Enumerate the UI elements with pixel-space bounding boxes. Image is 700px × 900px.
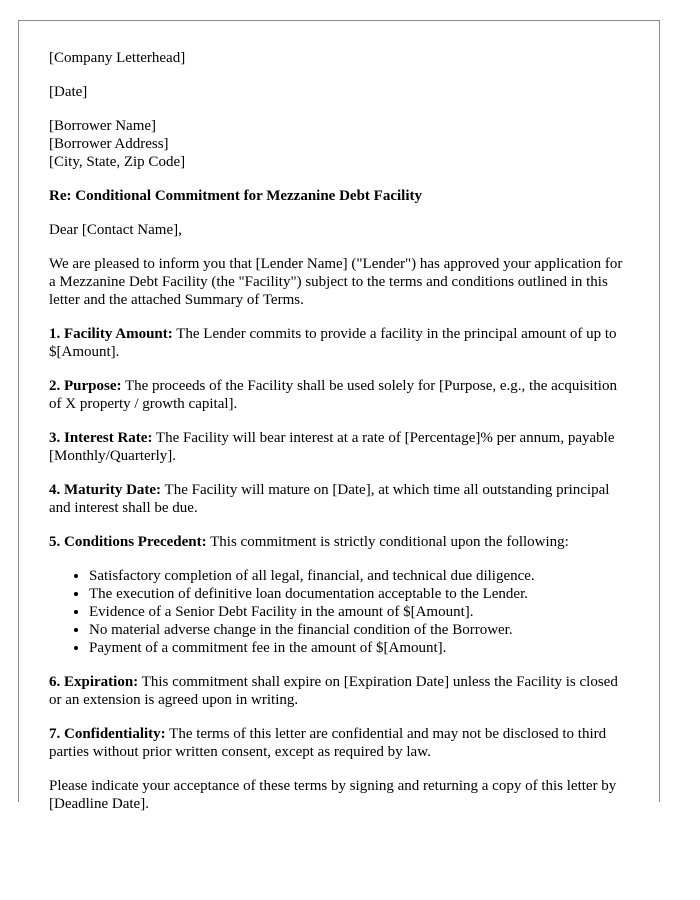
list-item: • Payment of a commitment fee in the amount of $[Amount]. bbox=[89, 639, 629, 657]
section-heading: 1. Facility Amount: bbox=[49, 326, 173, 342]
subject-line: Re: Conditional Commitment for Mezzanine Debt Facility bbox=[49, 188, 422, 204]
section-text: This commitment shall expire on [Expiration Date] unless the Facility is closed or an extension is agreed upon in writing. bbox=[49, 674, 618, 708]
list-item: • Satisfactory completion of all legal, financial, and technical due diligence. bbox=[89, 567, 629, 585]
section-text: The Facility will bear interest at a rate of [Percentage]% per annum, payable [Monthly/Quarterly]. bbox=[49, 430, 615, 464]
section-expiration bbox=[49, 673, 629, 709]
section-purpose bbox=[49, 377, 629, 413]
section-heading: 5. Conditions Precedent: bbox=[49, 534, 207, 550]
company-letterhead: [Company Letterhead] bbox=[49, 50, 186, 66]
section-heading: 7. Confidentiality: bbox=[49, 726, 166, 742]
letter-date: [Date] bbox=[49, 84, 88, 100]
section-confidentiality bbox=[49, 725, 629, 761]
section-interest-rate bbox=[49, 429, 629, 465]
list-item: • The execution of definitive loan documentation acceptable to the Lender. bbox=[89, 585, 629, 603]
section-conditions-precedent bbox=[49, 533, 629, 551]
section-facility-amount bbox=[49, 325, 629, 361]
borrower-city-state-zip: [City, State, Zip Code] bbox=[49, 154, 186, 170]
borrower-address-block bbox=[49, 117, 629, 171]
section-text: The Facility will mature on [Date], at which time all outstanding principal and interest shall be due. bbox=[49, 482, 610, 516]
section-text: This commitment is strictly conditional upon the following: bbox=[206, 534, 569, 550]
closing-paragraph: Please indicate your acceptance of these terms by signing and returning a copy of this letter by [Deadline Date]. bbox=[49, 778, 617, 812]
section-heading: 2. Purpose: bbox=[49, 378, 122, 394]
letter-content bbox=[49, 49, 629, 829]
section-text: The Lender commits to provide a facility in the principal amount of up to $[Amount]. bbox=[49, 326, 617, 360]
section-heading: 3. Interest Rate: bbox=[49, 430, 153, 446]
list-item: • No material adverse change in the financial condition of the Borrower. bbox=[89, 621, 629, 639]
borrower-name: [Borrower Name] bbox=[49, 118, 157, 134]
section-maturity-date bbox=[49, 481, 629, 517]
section-text: The proceeds of the Facility shall be used solely for [Purpose, e.g., the acquisition of X property / growth capital]. bbox=[49, 378, 617, 412]
intro-paragraph: We are pleased to inform you that [Lender Name] ("Lender") has approved your application for a Mezzanine Debt Facility (the "Facility") subject to the terms and conditions outlined in this letter and the attached Summary of Terms. bbox=[49, 256, 623, 308]
borrower-address: [Borrower Address] bbox=[49, 136, 169, 152]
list-item: • Evidence of a Senior Debt Facility in the amount of $[Amount]. bbox=[89, 603, 629, 621]
conditions-list bbox=[49, 567, 629, 657]
section-heading: 6. Expiration: bbox=[49, 674, 139, 690]
salutation: Dear [Contact Name], bbox=[49, 222, 182, 238]
section-heading: 4. Maturity Date: bbox=[49, 482, 162, 498]
letter-page bbox=[18, 20, 660, 812]
section-text: The terms of this letter are confidential and may not be disclosed to third parties without prior written consent, except as required by law. bbox=[49, 726, 607, 760]
